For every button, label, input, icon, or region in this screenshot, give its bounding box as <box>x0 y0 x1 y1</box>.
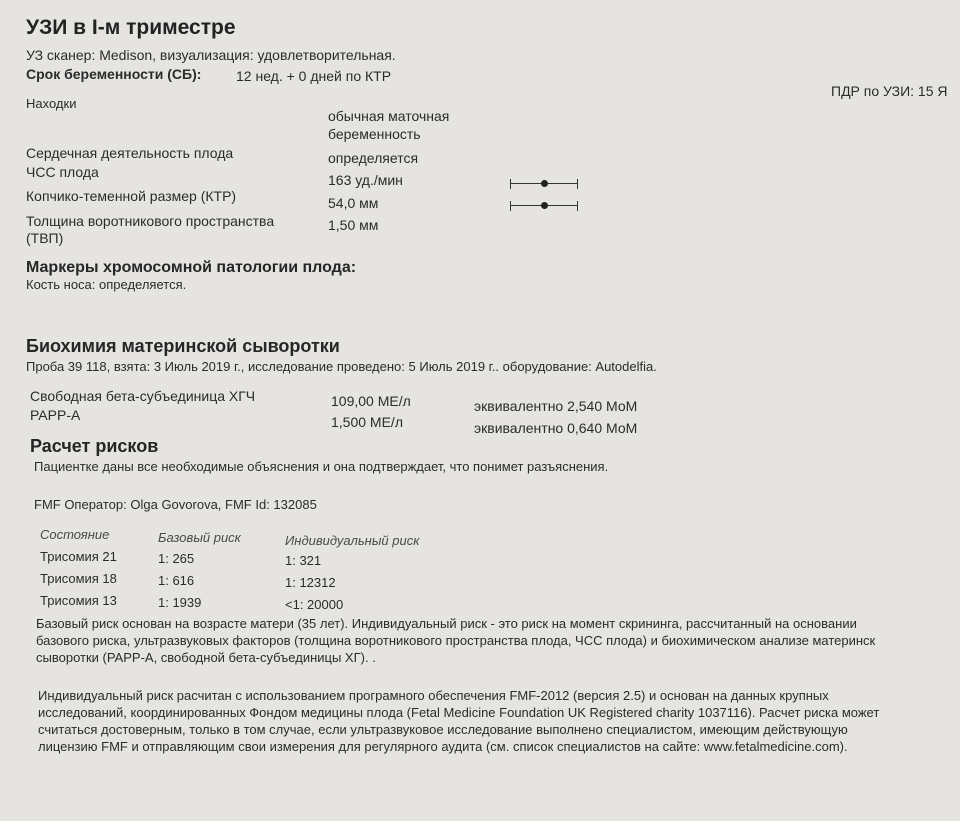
edd-by-ultrasound: ПДР по УЗИ: 15 Я <box>831 83 948 99</box>
software-note-1: Индивидуальный риск расчитан с использованием програмного обеспечения FMF-2012 (версия 2.5) и основан на данных крупных <box>38 688 829 703</box>
biochem-value-hcg: 109,00 МЕ/л <box>331 393 411 409</box>
finding-label-findings: Находки <box>26 96 77 111</box>
page-title: УЗИ в I-м триместре <box>26 16 236 39</box>
gestational-age-value: 12 нед. + 0 дней по КТР <box>236 68 392 84</box>
finding-label-nt-2: (ТВП) <box>26 230 64 246</box>
biochem-mom-hcg: эквивалентно 2,540 МоМ <box>474 398 638 414</box>
markers-heading: Маркеры хромосомной патологии плода: <box>26 259 357 276</box>
risk-cell-t21-base: 1: 265 <box>158 551 195 566</box>
finding-value-nt: 1,50 мм <box>328 217 379 233</box>
finding-value-findings-1: обычная маточная <box>328 108 450 124</box>
risk-cell-t18-name: Трисомия 18 <box>40 571 117 586</box>
finding-value-findings-2: беременность <box>328 126 421 142</box>
base-risk-note-1: Базовый риск основан на возрасте матери (35 лет). Индивидуальный риск - это риск на момент скрининга, рассчитанный на основании <box>36 616 857 631</box>
risk-heading: Расчет рисков <box>30 436 159 456</box>
fhr-range-scale <box>510 179 578 189</box>
finding-value-fhr: 163 уд./мин <box>328 172 403 188</box>
software-note-2: исследований, координированных Фондом медицины плода (Fetal Medicine Foundation UK Registered charity 1037116). Расчет риска может <box>38 705 880 720</box>
fhr-range-marker <box>541 180 548 187</box>
risk-header-individual: Индивидуальный риск <box>285 533 420 548</box>
risk-cell-t18-base: 1: 616 <box>158 573 195 588</box>
biochem-heading: Биохимия материнской сыворотки <box>26 336 340 356</box>
software-note-4: лицензию FMF и отправляющим свои измерения для регулярного аудита (см. список специалистов на сайте: www.fetalmedicine.com). <box>38 739 848 754</box>
biochem-name-pappa: PAPP-A <box>30 407 81 423</box>
risk-header-condition: Состояние <box>40 527 110 542</box>
base-risk-note-2: базового риска, ультразвуковых факторов (толщина воротникового пространства плода, ЧСС плода) и биохимическом анализе материнск <box>36 633 876 648</box>
base-risk-note-3: сыворотки (PAPP-A, свободной бета-субъединицы ХГ). . <box>36 650 376 665</box>
finding-value-crl: 54,0 мм <box>328 195 379 211</box>
risk-cell-t13-individual: <1: 20000 <box>285 597 344 612</box>
risk-cell-t21-name: Трисомия 21 <box>40 549 117 564</box>
crl-range-scale <box>510 201 578 211</box>
crl-range-marker <box>541 202 548 209</box>
operator-info: FMF Оператор: Olga Govorova, FMF Id: 132085 <box>34 497 317 512</box>
sample-info: Проба 39 118, взята: 3 Июль 2019 г., исследование проведено: 5 Июль 2019 г.. оборудование: Autodelfia. <box>26 359 657 374</box>
biochem-name-hcg: Свободная бета-субъединица ХГЧ <box>30 388 256 404</box>
finding-label-heart-activity: Сердечная деятельность плода <box>26 145 234 161</box>
consent-text: Пациентке даны все необходимые объяснения и она подтверждает, что понимет разъяснения. <box>34 459 609 474</box>
scanner-info: УЗ сканер: Medison, визуализация: удовлетворительная. <box>26 47 396 63</box>
gestational-age-label: Срок беременности (СБ): <box>26 66 202 82</box>
risk-cell-t13-name: Трисомия 13 <box>40 593 117 608</box>
finding-value-heart-activity: определяется <box>328 150 419 166</box>
risk-cell-t18-individual: 1: 12312 <box>285 575 336 590</box>
risk-header-base: Базовый риск <box>158 530 241 545</box>
nasal-bone-text: Кость носа: определяется. <box>26 277 187 292</box>
finding-label-crl: Копчико-теменной размер (КТР) <box>26 188 237 204</box>
risk-cell-t13-base: 1: 1939 <box>158 595 202 610</box>
biochem-value-pappa: 1,500 МЕ/л <box>331 414 403 430</box>
biochem-mom-pappa: эквивалентно 0,640 МоМ <box>474 420 638 436</box>
software-note-3: считаться достоверным, только в том случае, если ультразвуковое исследование выполнено специалистом, имеющим действующую <box>38 722 848 737</box>
finding-label-fhr: ЧСС плода <box>26 164 99 180</box>
risk-cell-t21-individual: 1: 321 <box>285 553 322 568</box>
finding-label-nt-1: Толщина воротникового пространства <box>26 213 275 229</box>
